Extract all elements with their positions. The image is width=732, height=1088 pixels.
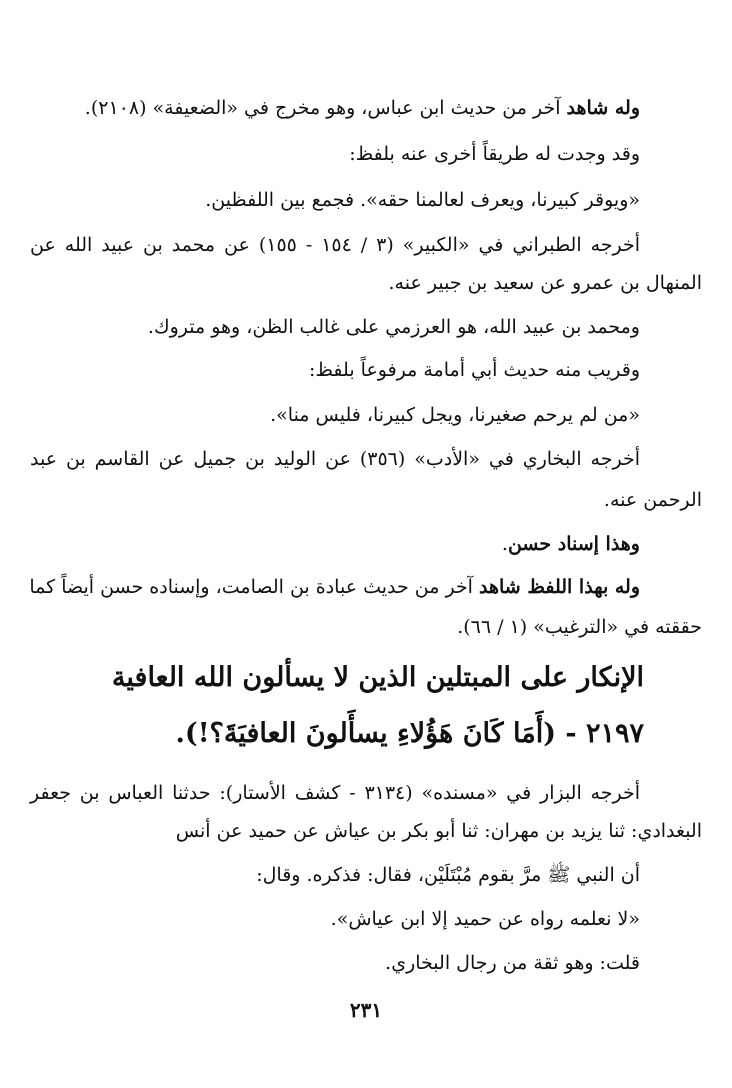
page-number: ٢٣١: [349, 998, 383, 1022]
hadith-number-heading: ٢١٩٧ - (أَمَا كَانَ هَؤُلاءِ يسأَلونَ العافيَةَ؟!).: [175, 718, 644, 749]
line-text: وقد وجدت له طريقاً أخرى عنه بلفظ:: [349, 143, 640, 165]
line-text: أخرجه البزار في «مسنده» (٣١٣٤ - كشف الأستار): حدثنا العباس بن جعفر: [30, 782, 640, 804]
paragraph-line-12: [30, 576, 640, 599]
paragraph-line-9: [30, 448, 640, 471]
line-text: وقريب منه حديث أبي أمامة مرفوعاً بلفظ:: [308, 359, 640, 381]
line-text: «لا نعلمه رواه عن حميد إلا ابن عياش».: [330, 908, 640, 930]
paragraph-line-17: [331, 908, 640, 931]
line-text: «ويوقر كبيرنا، ويعرف لعالمنا حقه». فجمع بين اللفظين.: [205, 189, 640, 211]
paragraph-line-2: [349, 143, 640, 166]
paragraph-line-10: [604, 489, 702, 512]
paragraph-line-8: [270, 404, 640, 427]
line-text: أخرجه الطبراني في «الكبير» (٣ / ١٥٤ - ١٥٥) عن محمد بن عبيد الله عن: [30, 234, 641, 256]
paragraph-line-13: [457, 616, 702, 639]
paragraph-line-11: [502, 533, 640, 556]
line-text: قلت: وهو ثقة من رجال البخاري.: [385, 952, 640, 974]
line-text: أخرجه البخاري في «الأدب» (٣٥٦) عن الوليد بن جميل عن القاسم بن عبد: [30, 448, 640, 470]
paragraph-line-7: [309, 359, 640, 382]
line-text: المنهال بن عمرو عن سعيد بن جبير عنه.: [388, 272, 702, 294]
paragraph-line-6: [148, 316, 640, 339]
line-text: .: [501, 533, 508, 555]
paragraph-line-18: [385, 952, 640, 975]
line-text: ومحمد بن عبيد الله، هو العرزمي على غالب الظن، وهو متروك.: [147, 316, 640, 338]
paragraph-line-5: [389, 272, 702, 295]
section-heading: الإنكار على المبتلين الذين لا يسألون الله العافية: [111, 662, 644, 693]
paragraph-line-4: [30, 234, 640, 257]
paragraph-line-1: [85, 97, 640, 120]
line-text: «من لم يرحم صغيرنا، ويجل كبيرنا، فليس منا».: [270, 404, 640, 426]
paragraph-line-15: [176, 820, 702, 843]
bold-phrase: وهذا إسناد حسن: [507, 533, 640, 555]
line-text: الرحمن عنه.: [603, 489, 702, 511]
line-text: حققته في «الترغيب» (١ / ٦٦).: [457, 616, 702, 638]
line-text: البغدادي: ثنا يزيد بن مهران: ثنا أبو بكر بن عياش عن حميد عن أنس: [175, 820, 702, 842]
line-text: أن النبي ﷺ مرَّ بقوم مُبْتَلَيْن، فقال: فذكره. وقال:: [256, 864, 640, 886]
line-text: آخر من حديث عبادة بن الصامت، وإسناده حسن أيضاً كما: [29, 576, 479, 598]
paragraph-line-16: [256, 864, 640, 887]
bold-phrase: وله شاهد: [566, 97, 640, 119]
bold-phrase: وله بهذا اللفظ شاهد: [479, 576, 640, 598]
paragraph-line-3: [205, 189, 640, 212]
paragraph-line-14: [30, 782, 640, 805]
line-text: آخر من حديث ابن عباس، وهو مخرج في «الضعيفة» (٢١٠٨).: [84, 97, 567, 119]
